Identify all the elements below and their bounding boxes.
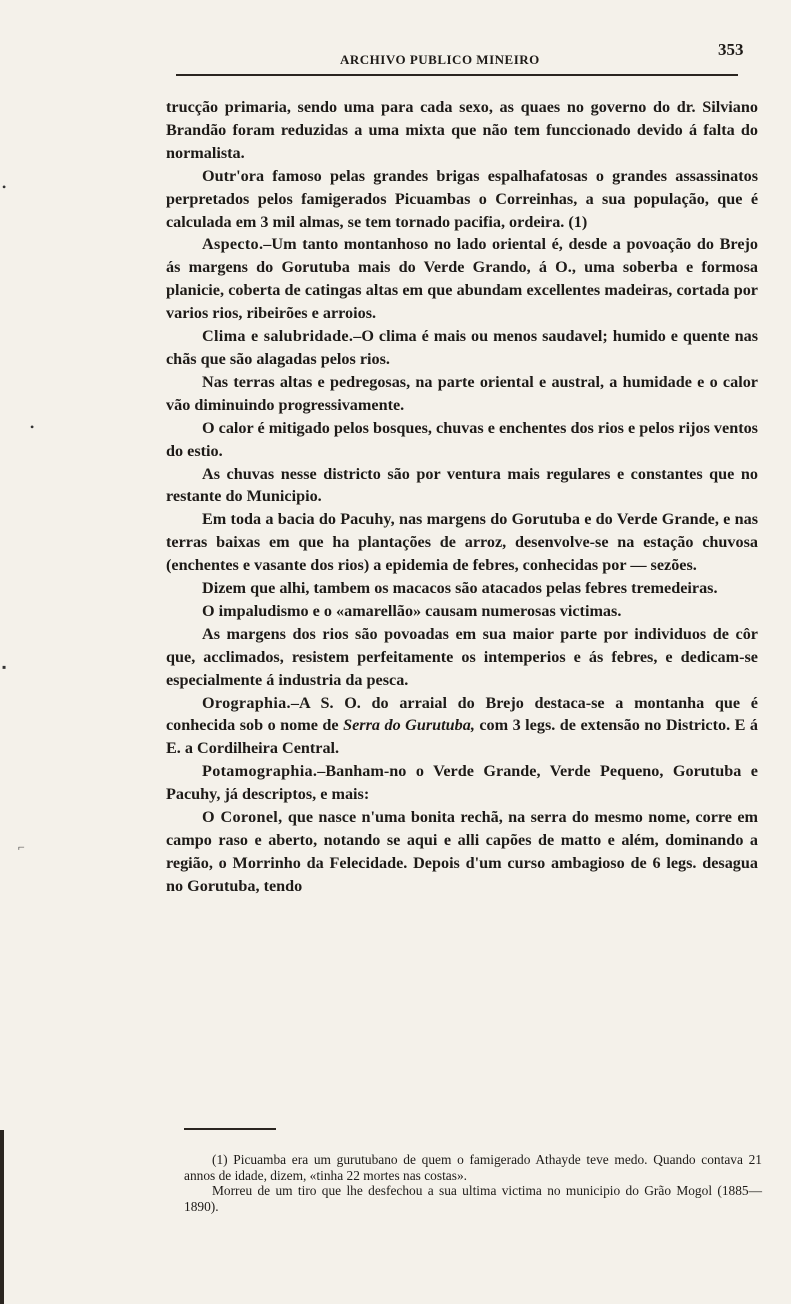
paragraph-text: que nasce n'uma bonita rechã, na serra do mesmo nome, corre em campo raso e aberto, notando se aqui e alli capões de matto e além, dominando a região, o Morrinho da Felecidade. Depois d'um curso ambagioso de 6 legs. desagua no Gorutuba, tendo	[166, 808, 758, 895]
margin-mark: •	[2, 180, 7, 194]
paragraph: As chuvas nesse districto são por ventura mais regulares e constantes que no restante do Municipio.	[166, 464, 758, 506]
paragraph: Nas terras altas e pedregosas, na parte oriental e austral, a humidade e o calor vão diminuindo progressivamente.	[166, 372, 758, 414]
paragraph: O calor é mitigado pelos bosques, chuvas e enchentes dos rios e pelos rijos ventos do estio.	[166, 418, 758, 460]
section-heading: Potamographia.	[202, 762, 318, 781]
section-heading: Orographia.	[202, 693, 291, 712]
paragraph: As margens dos rios são povoadas em sua maior parte por individuos de côr que, acclimados, resistem perfeitamente os intemperios e ás febres, e dedicam-se especialmente á industria da pesca.	[166, 624, 758, 689]
page-number: 353	[718, 40, 744, 59]
paragraph-text: –A S. O. do arraial do Brejo destaca-se a montanha que é conhecida sob o nome de	[166, 693, 758, 735]
section-heading: Clima e salubridade.	[202, 327, 354, 346]
margin-mark: ▪	[2, 660, 7, 674]
header-rule	[176, 74, 738, 76]
margin-mark: ⌐	[18, 840, 25, 854]
paragraph: Outr'ora famoso pelas grandes brigas espalhafatosas o grandes assassinatos perpretados pelos famigerados Picuambas o Correinhas, a sua população, que é calculada em 3 mil almas, se tem tornado pacifia, ordeira. (1)	[166, 166, 758, 231]
paragraph	[166, 325, 758, 371]
paragraph-text: –O clima é mais ou menos saudavel; humido e quente nas chãs que são alagadas pelos rios.	[166, 327, 759, 368]
paragraph-text: –Um tanto montanhoso no lado oriental é, desde a povoação do Brejo ás margens do Gorutuba mais do Verde Grando, á O., uma soberba e formosa planicie, coberta de catingas altas em que abundam excellentes madeiras, cortada por varios rios, ribeirões e arroios.	[166, 235, 758, 323]
footnotes	[184, 1152, 762, 1214]
main-text	[166, 96, 758, 898]
paragraph: O impaludismo e o «amarellão» causam numerosas victimas.	[202, 601, 622, 620]
footnote-rule	[184, 1128, 276, 1130]
section-heading: Aspecto.	[202, 235, 264, 254]
paragraph	[166, 806, 758, 898]
paragraph-text: –Banham-no o Verde Grande, Verde Pequeno, Gorutuba e Pacuhy, já descriptos, e mais:	[166, 762, 758, 804]
paragraph: trucção primaria, sendo uma para cada sexo, as quaes no governo do dr. Silviano Brandão foram reduzidas a uma mixta que não tem funccionado devido á falta do normalista.	[166, 98, 758, 162]
section-heading: O Coronel,	[202, 808, 283, 827]
footnote: (1) Picuamba era um gurutubano de quem o famigerado Athayde teve medo. Quando contava 21 annos de idade, dizem, «tinha 22 mortes nas costas».	[184, 1152, 762, 1183]
italic-place-name: Serra do Gurutuba,	[343, 716, 475, 735]
page-edge-shadow	[0, 1130, 4, 1304]
paragraph	[166, 233, 758, 325]
running-header-title: ARCHIVO PUBLICO MINEIRO	[340, 52, 540, 67]
paragraph: Dizem que alhi, tambem os macacos são atacados pelas febres tremedeiras.	[202, 579, 718, 598]
paragraph-text: com 3 legs. de extensão no Districto. E á E. a Cordilheira Central.	[166, 716, 758, 758]
margin-mark: •	[30, 420, 35, 434]
paragraph	[166, 760, 758, 806]
paragraph	[166, 692, 758, 761]
footnote: Morreu de um tiro que lhe desfechou a sua ultima victima no municipio do Grão Mogol (1885—1890).	[184, 1183, 762, 1214]
paragraph: Em toda a bacia do Pacuhy, nas margens do Gorutuba e do Verde Grande, e nas terras baixas em que ha plantações de arroz, desenvolve-se na estação chuvosa (enchentes e vasante dos rios) a epidemia de febres, conhecidas por — sezões.	[166, 510, 758, 575]
